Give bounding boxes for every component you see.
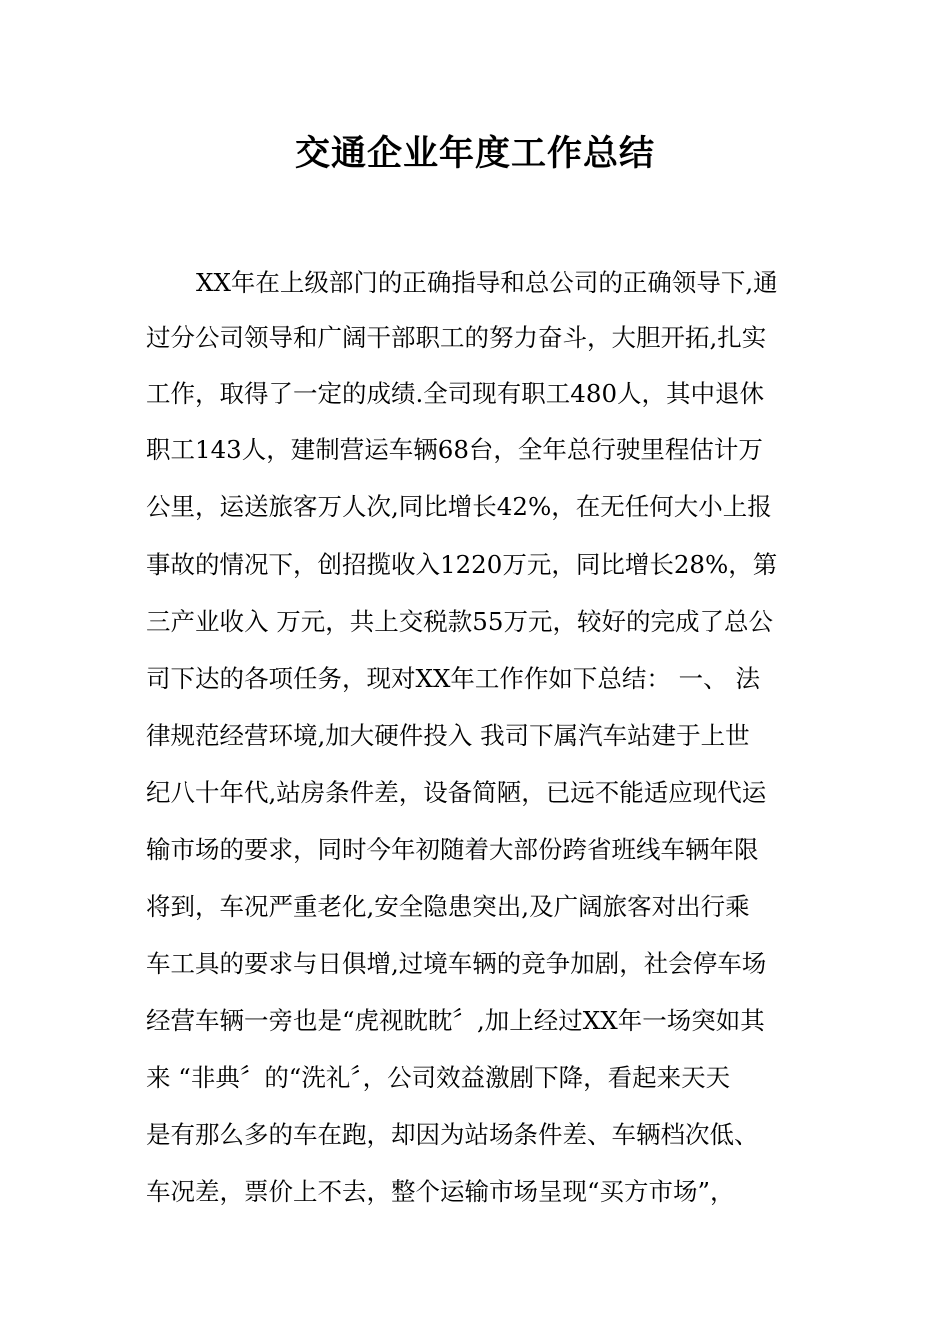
body-line: 是有那么多的车在跑，却因为站场条件差、车辆档次低、 [146,1120,759,1149]
body-line: 司下达的各项任务，现对XX年工作作如下总结： 一、 法 [146,664,760,693]
body-line: 律规范经营环境,加大硬件投入 我司下属汽车站建于上世 [146,721,750,750]
body-line: 来 “非典〞的“洗礼〞，公司效益激剧下降，看起来天天 [146,1063,731,1092]
body-line: 纪八十年代,站房条件差，设备简陋，已远不能适应现代运 [146,778,767,807]
body-line: 过分公司领导和广阔干部职工的努力奋斗，大胆开拓,扎实 [146,323,767,352]
body-line: 车工具的要求与日俱增,过境车辆的竞争加剧，社会停车场 [146,949,767,978]
body-line: 工作，取得了一定的成绩.全司现有职工480人，其中退休 [146,379,765,408]
body-line: 输市场的要求，同时今年初随着大部份跨省班线车辆年限 [146,835,759,864]
body-line: 将到，车况严重老化,安全隐患突出,及广阔旅客对出行乘 [146,892,750,921]
body-line: XX年在上级部门的正确指导和总公司的正确领导下,通 [196,268,778,297]
document-title: 交通企业年度工作总结 [294,134,655,174]
body-line: 公里，运送旅客万人次,同比增长42%，在无任何大小上报 [146,492,772,521]
body-line: 车况差，票价上不去，整个运输市场呈现“买方市场”， [146,1177,735,1206]
body-line: 职工143人，建制营运车辆68台，全年总行驶里程估计万 [146,435,763,464]
body-line: 三产业收入 万元，共上交税款55万元，较好的完成了总公 [146,607,773,636]
body-line: 经营车辆一旁也是“虎视眈眈〞,加上经过XX年一场突如其 [146,1006,765,1035]
body-line: 事故的情况下，创招揽收入1220万元，同比增长28%，第 [146,550,778,579]
